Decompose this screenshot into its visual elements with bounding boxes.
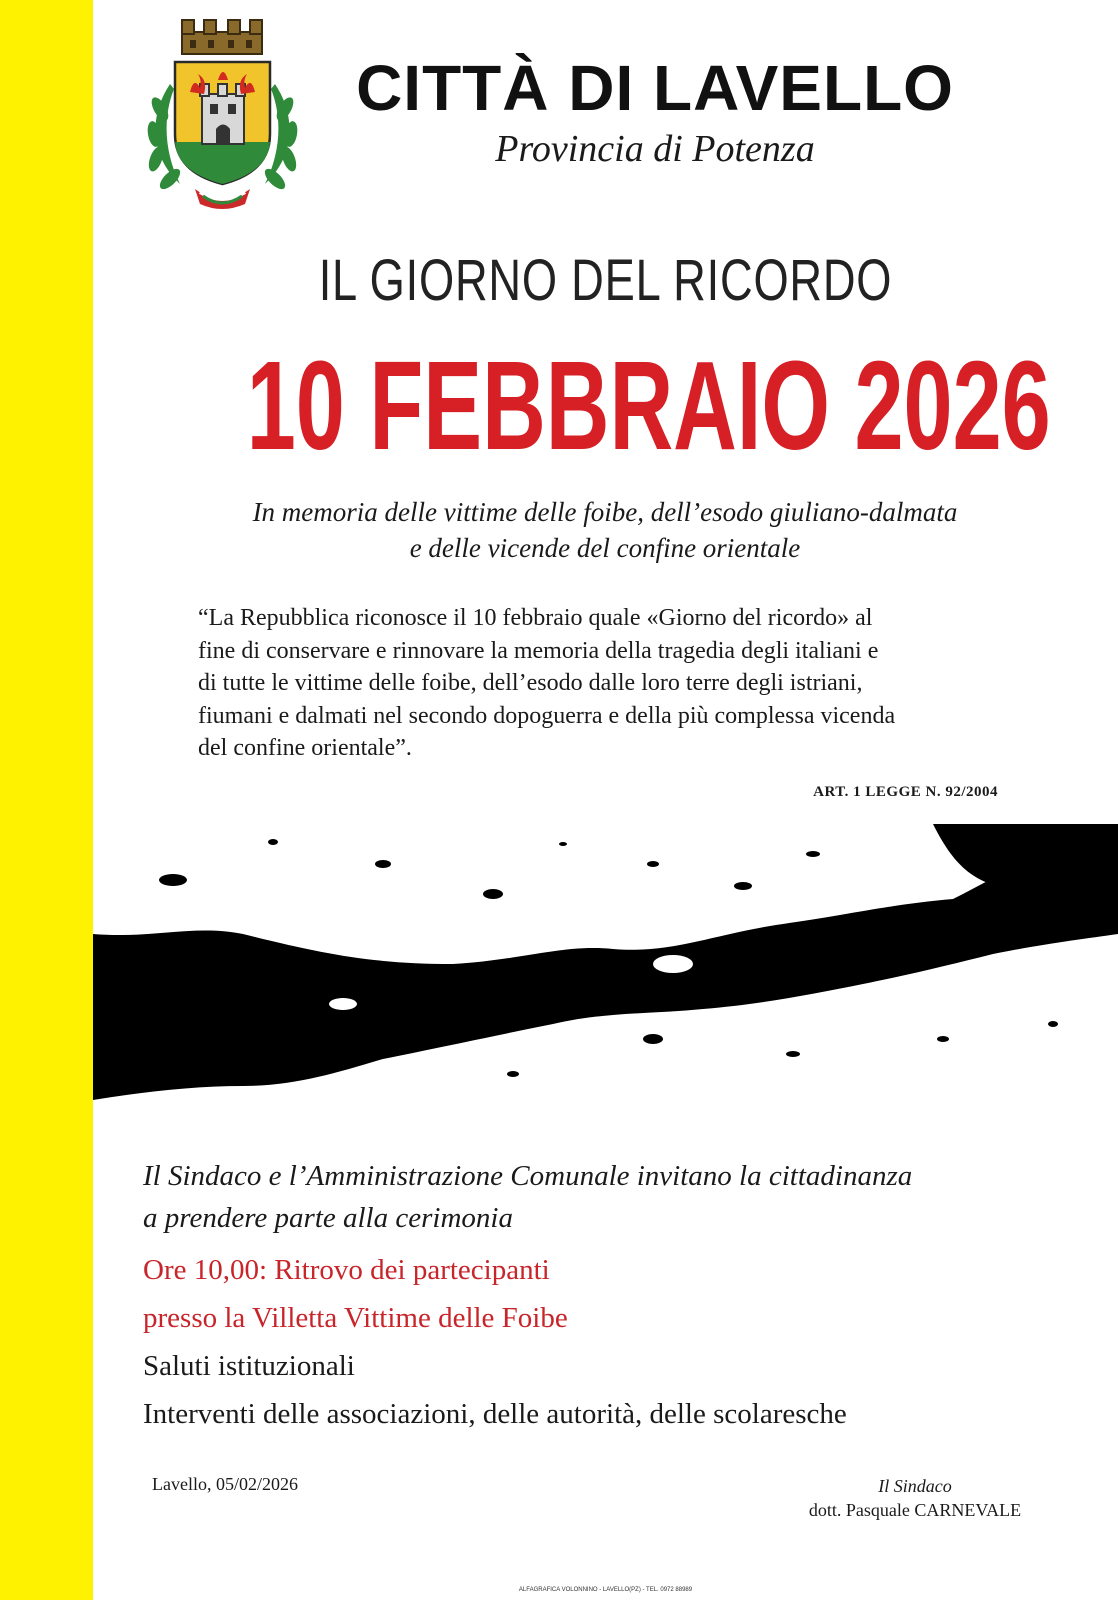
quote-line: “La Repubblica riconosce il 10 febbraio quale «Giorno del ricordo» al [198, 605, 873, 631]
invitation-text [143, 1155, 1073, 1239]
place-and-date: Lavello, 05/02/2026 [152, 1474, 298, 1494]
coat-of-arms-icon [140, 14, 305, 214]
signature-name: dott. Pasquale CARNEVALE [808, 1500, 1022, 1520]
invitation-line: Il Sindaco e l’Amministrazione Comunale invitano la cittadinanza [143, 1160, 913, 1192]
program-meeting-time: Ore 10,00: Ritrovo dei partecipanti [143, 1254, 550, 1286]
program-speeches: Interventi delle associazioni, delle autorità, delle scolaresche [143, 1398, 847, 1430]
signature-role: Il Sindaco [878, 1476, 952, 1496]
program-greetings: Saluti istituzionali [143, 1350, 355, 1382]
ink-stain-image [93, 824, 1118, 1100]
province-subtitle: Provincia di Potenza [495, 128, 815, 170]
quote-line: di tutte le vittime delle foibe, dell’esodo dalle loro terre degli istriani, [198, 670, 863, 696]
law-quote [198, 602, 1008, 765]
city-title: CITTÀ DI LAVELLO [356, 52, 954, 124]
yellow-side-bar [0, 0, 93, 1600]
program-meeting-place: presso la Villetta Vittime delle Foibe [143, 1302, 568, 1334]
quote-line: del confine orientale”. [198, 735, 412, 761]
invitation-line: a prendere parte alla cerimonia [143, 1202, 513, 1234]
signature-block [760, 1474, 1070, 1522]
quote-line: fine di conservare e rinnovare la memoria della tragedia degli italiani e [198, 637, 879, 664]
event-title: IL GIORNO DEL RICORDO [318, 248, 893, 313]
event-subtitle [140, 494, 1070, 566]
subtitle-line: In memoria delle vittime delle foibe, dell’esodo giuliano-dalmata [252, 497, 958, 527]
event-date: 10 FEBBRAIO 2026 [246, 335, 1051, 476]
subtitle-line: e delle vicende del confine orientale [409, 533, 801, 563]
quote-source: ART. 1 LEGGE N. 92/2004 [813, 784, 998, 800]
printer-credit: ALFAGRAFICA VOLONNINO - LAVELLO(PZ) - TEL. 0972 88989 [518, 1587, 693, 1593]
quote-line: fiumani e dalmati nel secondo dopoguerra e della più complessa vicenda [198, 702, 896, 729]
